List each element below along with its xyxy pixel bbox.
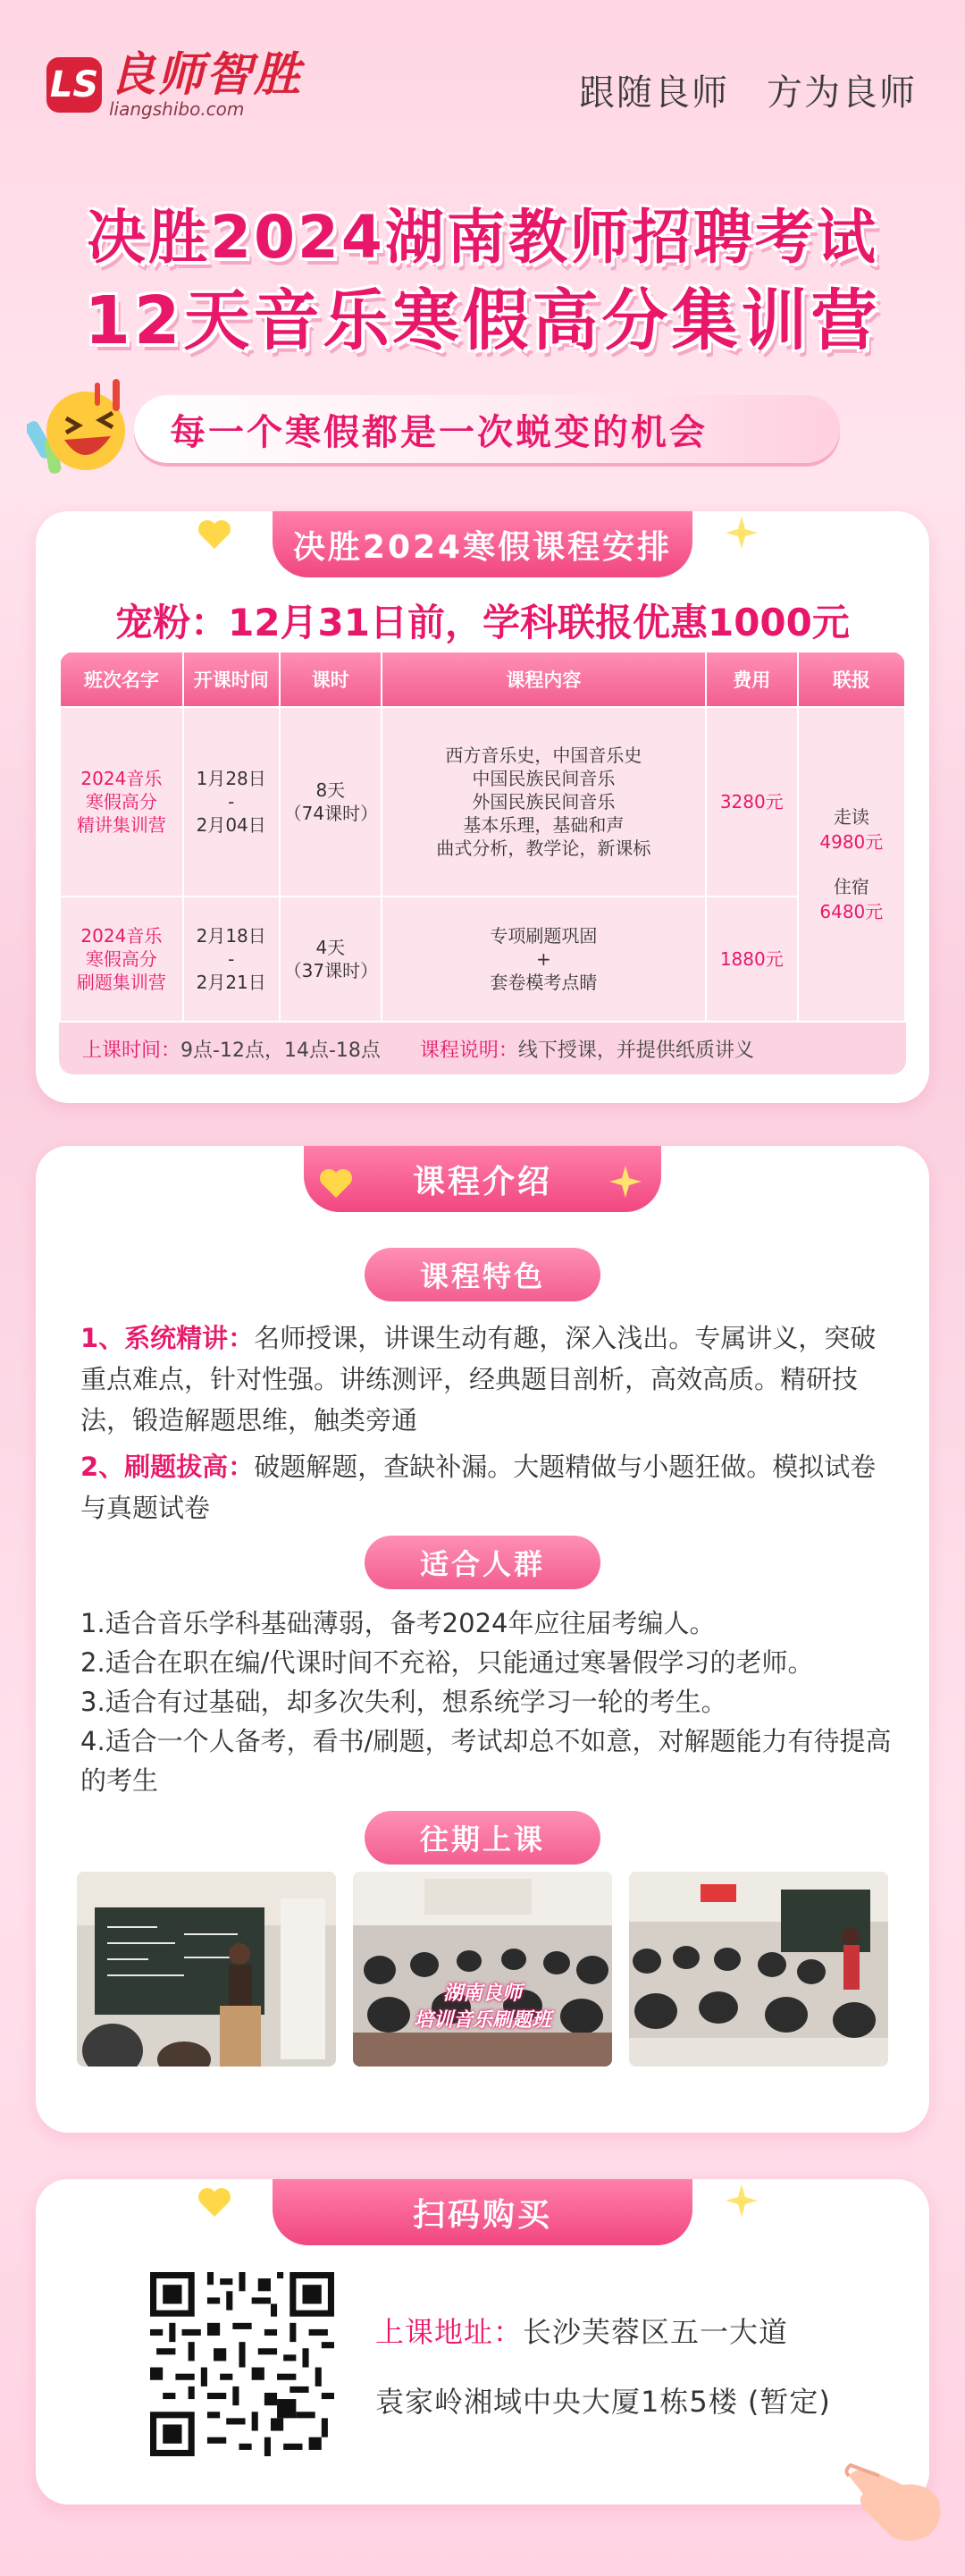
intro-tab-title: 课程介绍 bbox=[304, 1146, 661, 1212]
hero-title-line2: 12天音乐寒假高分集训营 bbox=[84, 282, 881, 359]
column-header: 开课时间 bbox=[183, 652, 280, 707]
schedule-promo: 宠粉：12月31日前，学科联报优惠1000元 bbox=[115, 601, 850, 644]
column-header: 课程内容 bbox=[382, 652, 706, 707]
time-value: 9点-12点，14点-18点 bbox=[180, 1039, 381, 1062]
list-item: 4.适合一个人备考，看书/刷题，考试却总不如意，对解题能力有待提高的考生 bbox=[80, 1726, 892, 1796]
hero-subtitle: 每一个寒假都是一次蜕变的机会 bbox=[134, 395, 840, 463]
table-row bbox=[60, 897, 905, 1022]
class-hours: 8天 （74课时） bbox=[280, 707, 382, 897]
schedule-footer bbox=[59, 1023, 906, 1074]
heart-icon bbox=[318, 1167, 354, 1200]
schedule-table bbox=[59, 651, 906, 1023]
logo-name: 良师智胜 bbox=[109, 48, 303, 102]
features-title: 课程特色 bbox=[365, 1248, 600, 1301]
list-item: 2.适合在职在编/代课时间不充裕，只能通过寒暑假学习的老师。 bbox=[80, 1647, 814, 1678]
qr-code-icon[interactable] bbox=[150, 2272, 334, 2456]
sparkle-icon bbox=[608, 1164, 643, 1200]
schedule-tab-title: 决胜2024寒假课程安排 bbox=[273, 511, 692, 577]
laughing-emoji-icon bbox=[27, 375, 134, 483]
classroom-photo-2 bbox=[353, 1872, 612, 2067]
feature-2-text: 破题解题，查缺补漏。大题精做与小题狂做。模拟试卷与真题试卷 bbox=[80, 1452, 877, 1523]
table-row bbox=[60, 707, 905, 897]
buy-card bbox=[36, 2179, 929, 2504]
sparkle-icon bbox=[724, 2183, 759, 2218]
class-dates: 2月18日 - 2月21日 bbox=[183, 897, 280, 1022]
address-label: 上课地址： bbox=[375, 2315, 524, 2349]
intro-card bbox=[36, 1146, 929, 2133]
logo bbox=[46, 50, 302, 120]
class-name: 2024音乐 寒假高分 精讲集训营 bbox=[60, 707, 183, 897]
class-hours: 4天 （37课时） bbox=[280, 897, 382, 1022]
list-item: 3.适合有过基础，却多次失利，想系统学习一轮的考生。 bbox=[80, 1687, 727, 1717]
time-label: 上课时间： bbox=[82, 1039, 181, 1062]
column-header: 课时 bbox=[280, 652, 382, 707]
class-fee: 1880元 bbox=[706, 897, 798, 1022]
class-dates: 1月28日 - 2月04日 bbox=[183, 707, 280, 897]
column-header: 费用 bbox=[706, 652, 798, 707]
past-classes-title: 往期上课 bbox=[365, 1811, 600, 1865]
photo-caption-line1: 湖南良师 bbox=[442, 1983, 522, 2005]
header-slogan: 跟随良师 方为良师 bbox=[579, 72, 917, 114]
combo-walk-price: 4980元 bbox=[819, 831, 884, 853]
classroom-photo-3 bbox=[629, 1872, 888, 2067]
column-header: 班次名字 bbox=[60, 652, 183, 707]
class-content: 专项刷题巩固 + 套卷模考点睛 bbox=[382, 897, 706, 1022]
address-value-1: 长沙芙蓉区五一大道 bbox=[523, 2315, 789, 2349]
feature-2-label: 2、刷题拔高： bbox=[80, 1452, 255, 1482]
logo-domain: liangshibo.com bbox=[109, 98, 245, 120]
logo-mark: LS bbox=[46, 57, 102, 113]
list-item: 1.适合音乐学科基础薄弱，备考2024年应往届考编人。 bbox=[80, 1608, 716, 1638]
combo-walk-label: 走读 bbox=[833, 806, 869, 828]
photo-caption-line2: 培训音乐刷题班 bbox=[413, 2009, 551, 2032]
sparkle-icon bbox=[724, 515, 759, 551]
feature-2 bbox=[80, 1446, 894, 1528]
class-name: 2024音乐 寒假高分 刷题集训营 bbox=[60, 897, 183, 1022]
hero-title-line1: 决胜2024湖南教师招聘考试 bbox=[87, 203, 878, 272]
combo-stay-price: 6480元 bbox=[819, 901, 884, 922]
heart-icon bbox=[197, 518, 232, 551]
classroom-photo-1 bbox=[77, 1872, 336, 2067]
schedule-card bbox=[36, 511, 929, 1103]
audience-list bbox=[80, 1604, 894, 1800]
heart-icon bbox=[197, 2186, 232, 2218]
column-header: 联报 bbox=[798, 652, 905, 707]
note-value: 线下授课，并提供纸质讲义 bbox=[517, 1039, 754, 1062]
address-line1 bbox=[375, 2310, 788, 2351]
combo-stay-label: 住宿 bbox=[833, 876, 869, 897]
feature-1 bbox=[80, 1317, 894, 1441]
audience-title: 适合人群 bbox=[365, 1536, 600, 1589]
note-label: 课程说明： bbox=[419, 1039, 518, 1062]
pointing-hand-icon bbox=[840, 2449, 947, 2547]
feature-1-text: 名师授课，讲课生动有趣，深入浅出。专属讲义，突破重点难点，针对性强。讲练测评，经典题目剖析，高效高质。精研技法，锻造解题思维，触类旁通 bbox=[80, 1323, 877, 1435]
combo-price bbox=[798, 707, 905, 1022]
class-fee: 3280元 bbox=[706, 707, 798, 897]
feature-1-label: 1、系统精讲： bbox=[80, 1323, 255, 1353]
class-content: 西方音乐史，中国音乐史 中国民族民间音乐 外国民族民间音乐 基本乐理，基础和声 曲式分析，教学论，新课标 bbox=[382, 707, 706, 897]
buy-tab-title: 扫码购买 bbox=[273, 2179, 692, 2245]
address-line2: 袁家岭湘域中央大厦1栋5楼 (暂定) bbox=[375, 2385, 831, 2419]
